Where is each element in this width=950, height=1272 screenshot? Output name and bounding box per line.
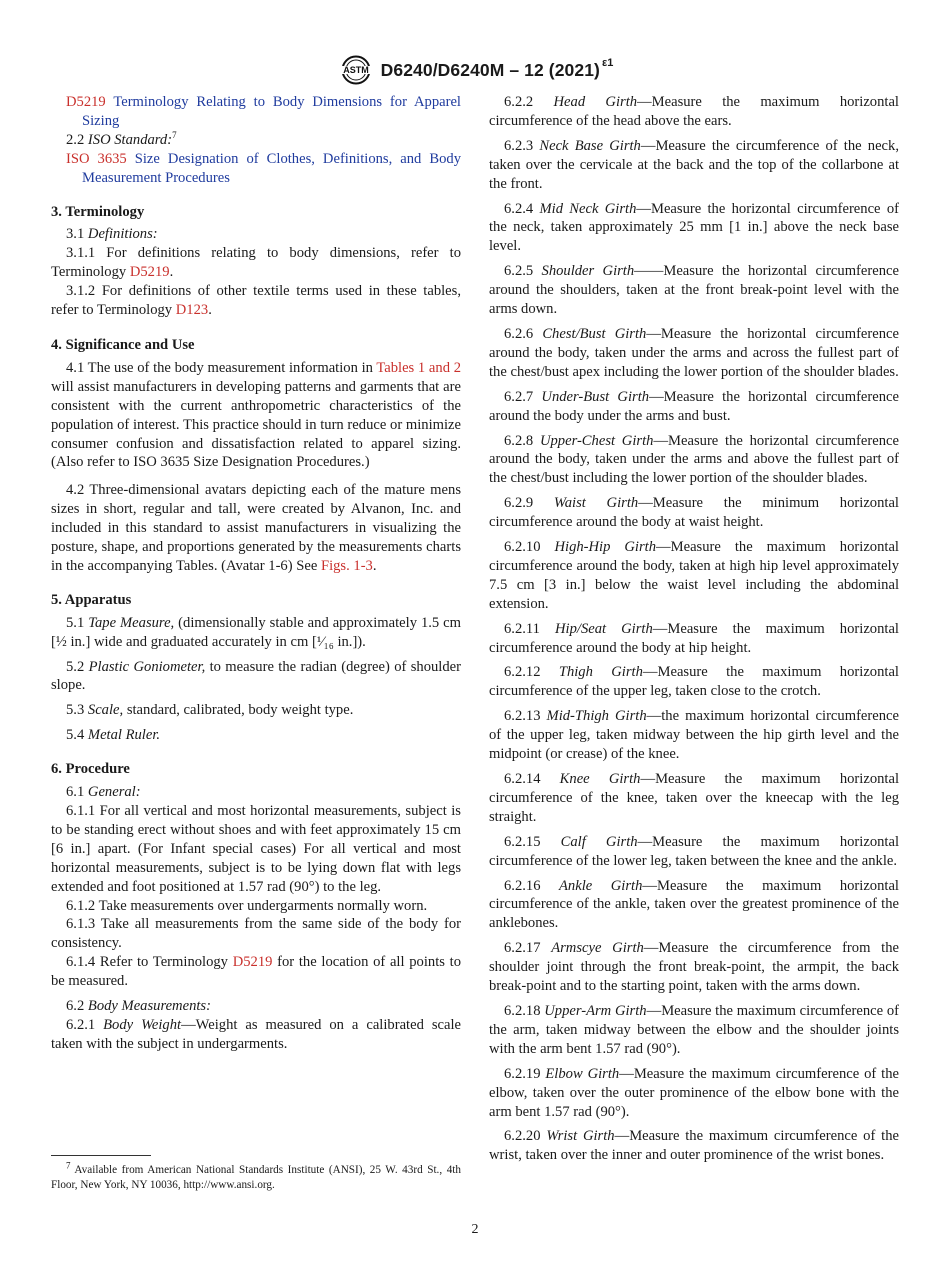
section-6-1-4: 6.1.4 Refer to Terminology D5219 for the location of all points to be measured.: [51, 954, 461, 990]
section-3-1-1: 3.1.1 For definitions relating to body dimensions, refer to Terminology D5219.: [51, 245, 461, 281]
section-6-1: 6.1 General:: [66, 784, 141, 801]
section-5-4: 5.4 Metal Ruler.: [66, 727, 161, 744]
section-6-2-8: 6.2.8 Upper-Chest Girth—Measure the horizontal circumference around the body, taken under the arms and above the fullest part of the chest/bust including the lower portion of the shoulder blades.: [489, 432, 899, 487]
d5219-link[interactable]: D5219: [129, 264, 170, 281]
footnote: $^7$ Available from American National Standards Institute (ANSI), 25 W. 43rd St., 4th Floor, New York, NY 10036, http://www.ansi.org.: [51, 1160, 461, 1191]
section-4-1: 4.1 The use of the body measurement information in Tables 1 and 2 will assist manufacturers in developing patterns and garments that are consistent with the current anthropometric characteristics of the population of interest. This practice should in turn reduce or minimize consumer confusion and dissatisfaction related to apparel sizing. (Also refer to ISO 3635 Size Designation Procedures.): [51, 359, 461, 471]
tables-link[interactable]: Tables 1 and 2: [376, 359, 461, 376]
section-2-2: 2.2 ISO Standard:$^7$: [66, 129, 177, 148]
section-6-1-2: 6.1.2 Take measurements over undergarments normally worn.: [66, 897, 428, 914]
section-5-1: 5.1 Tape Measure, (dimensionally stable and approximately 1.5 cm [½ in.] wide and graduated accurately in cm [¹⁄₁₆ in.]).: [51, 614, 461, 650]
section-6-1-1: 6.1.1 For all vertical and most horizontal measurements, subject is to be standing erect without shoes and with feet approximately 15 cm [6 in.] apart. (For Infant special cases) For all vertical and most horizontal measurements, subject is to be lying down flat with legs extended and foot positioned at 1.57 rad (90°) to the leg.: [51, 803, 461, 895]
section-6-2-2: 6.2.2 Head Girth—Measure the maximum horizontal circumference of the head above the ears.: [489, 94, 899, 129]
section-6-2-9: 6.2.9 Waist Girth—Measure the minimum horizontal circumference around the body at waist height.: [489, 495, 899, 531]
section-6-2-3: 6.2.3 Neck Base Girth—Measure the circumference of the neck, taken over the cervicale at the back and the top of the collarbone at the front.: [489, 137, 899, 192]
heading-apparatus: 5. Apparatus: [51, 591, 132, 608]
section-6-2-1: 6.2.1 Body Weight—Weight as measured on a calibrated scale taken with the subject in undergarments.: [51, 1016, 461, 1052]
section-6-2-4: 6.2.4 Mid Neck Girth—Measure the horizontal circumference of the neck, taken approximately 25 mm [1 in.] above the neck base level.: [489, 200, 899, 255]
ref-title-link[interactable]: Size Designation of Clothes, Definitions, and Body Measurement Procedures: [82, 150, 461, 186]
reference-d5219: [51, 93, 461, 131]
figs-link[interactable]: Figs. 1-3: [320, 557, 373, 574]
section-6-2-5: 6.2.5 Shoulder Girth——Measure the horizontal circumference around the shoulders, taken at the front break-point level with the arms down.: [489, 263, 899, 318]
document-id: D6240/D6240M – 12 (2021): [380, 59, 600, 80]
ref-number-link[interactable]: ISO 3635: [66, 150, 127, 167]
ref-number-link[interactable]: D5219: [66, 94, 106, 110]
section-6-1-3: 6.1.3 Take all measurements from the same side of the body for consistency.: [51, 916, 461, 952]
section-6-2-19: 6.2.19 Elbow Girth—Measure the maximum circumference of the elbow, taken over the outer prominence of the elbow bone with the arm bent 1.57 rad (90°).: [489, 1065, 899, 1120]
section-6-2-14: 6.2.14 Knee Girth—Measure the maximum horizontal circumference of the knee, taken over the kneecap with the leg straight.: [489, 771, 900, 825]
astm-logo-icon: [337, 55, 375, 85]
heading-significance: 4. Significance and Use: [51, 336, 195, 353]
section-6-2-12: 6.2.12 Thigh Girth—Measure the maximum horizontal circumference of the upper leg, taken close to the crotch.: [489, 664, 899, 700]
left-column: [51, 93, 461, 1054]
section-4-2: 4.2 Three-dimensional avatars depicting each of the mature mens sizes in short, regular and tall, were created by Alvanon, Inc. and included in this standard to assist manufacturers in visualizing the posture, shape, and proportions generated by the measurements charts in the accompanying Tables. (Avatar 1-6) See Figs. 1-3.: [51, 482, 461, 574]
section-6-2-18: 6.2.18 Upper-Arm Girth—Measure the maximum circumference of the arm, taken midway between the elbow and the shoulder joints with the arm bent 1.57 rad (90°).: [489, 1002, 899, 1057]
section-3-1-2: 3.1.2 For definitions of other textile terms used in these tables, refer to Terminology D123.: [51, 283, 461, 319]
section-6-2-6: 6.2.6 Chest/Bust Girth—Measure the horizontal circumference around the body, taken under the arms and across the fullest part of the chest/bust apex including the lower portion of the shoulder blades.: [489, 325, 899, 380]
section-6-2-7: 6.2.7 Under-Bust Girth—Measure the horizontal circumference around the body under the arms and bust.: [489, 388, 899, 424]
right-column: [489, 93, 899, 1165]
section-3-1: 3.1 Definitions:: [66, 226, 158, 243]
section-6-2: 6.2 Body Measurements:: [66, 998, 211, 1015]
heading-procedure: 6. Procedure: [51, 761, 130, 778]
svg-text:ASTM: ASTM: [342, 65, 369, 76]
section-6-2-16: 6.2.16 Ankle Girth—Measure the maximum horizontal circumference of the ankle, taken over the greatest prominence of the anklebones.: [489, 877, 899, 932]
section-6-2-17: 6.2.17 Armscye Girth—Measure the circumference from the shoulder joint through the front break-point, the armpit, the back break-point and to the starting point, taken with the arms down.: [489, 940, 899, 995]
section-5-2: 5.2 Plastic Goniometer, to measure the radian (degree) of shoulder slope.: [51, 658, 461, 694]
section-6-2-13: 6.2.13 Mid-Thigh Girth—the maximum horizontal circumference of the upper leg, taken midway between the hip girth level and the midpoint (or crease) of the knee.: [489, 708, 899, 763]
section-6-2-10: 6.2.10 High-Hip Girth—Measure the maximum horizontal circumference around the body, taken at high hip level approximately 7.5 cm [3 in.] below the waist level including the abdominal extension.: [489, 539, 899, 612]
d5219-link[interactable]: D5219: [232, 954, 273, 971]
ref-title-link[interactable]: Terminology Relating to Body Dimensions for Apparel Sizing: [82, 94, 461, 129]
footnote-divider: [51, 1155, 151, 1156]
page-header: [0, 54, 950, 86]
page-number: 2: [471, 1222, 479, 1237]
epsilon-mark: ε1: [602, 56, 614, 69]
section-6-2-20: 6.2.20 Wrist Girth—Measure the maximum circumference of the wrist, taken over the inner and outer prominence of the wrist bones.: [489, 1128, 899, 1164]
heading-terminology: 3. Terminology: [51, 203, 145, 220]
section-6-2-11: 6.2.11 Hip/Seat Girth—Measure the maximum horizontal circumference around the body at hip height.: [489, 620, 899, 656]
reference-iso3635: [51, 150, 461, 188]
section-6-2-15: 6.2.15 Calf Girth—Measure the maximum horizontal circumference of the lower leg, taken between the knee and the ankle.: [489, 833, 900, 869]
d123-link[interactable]: D123: [175, 302, 209, 319]
section-5-3: 5.3 Scale, standard, calibrated, body weight type.: [66, 702, 354, 719]
